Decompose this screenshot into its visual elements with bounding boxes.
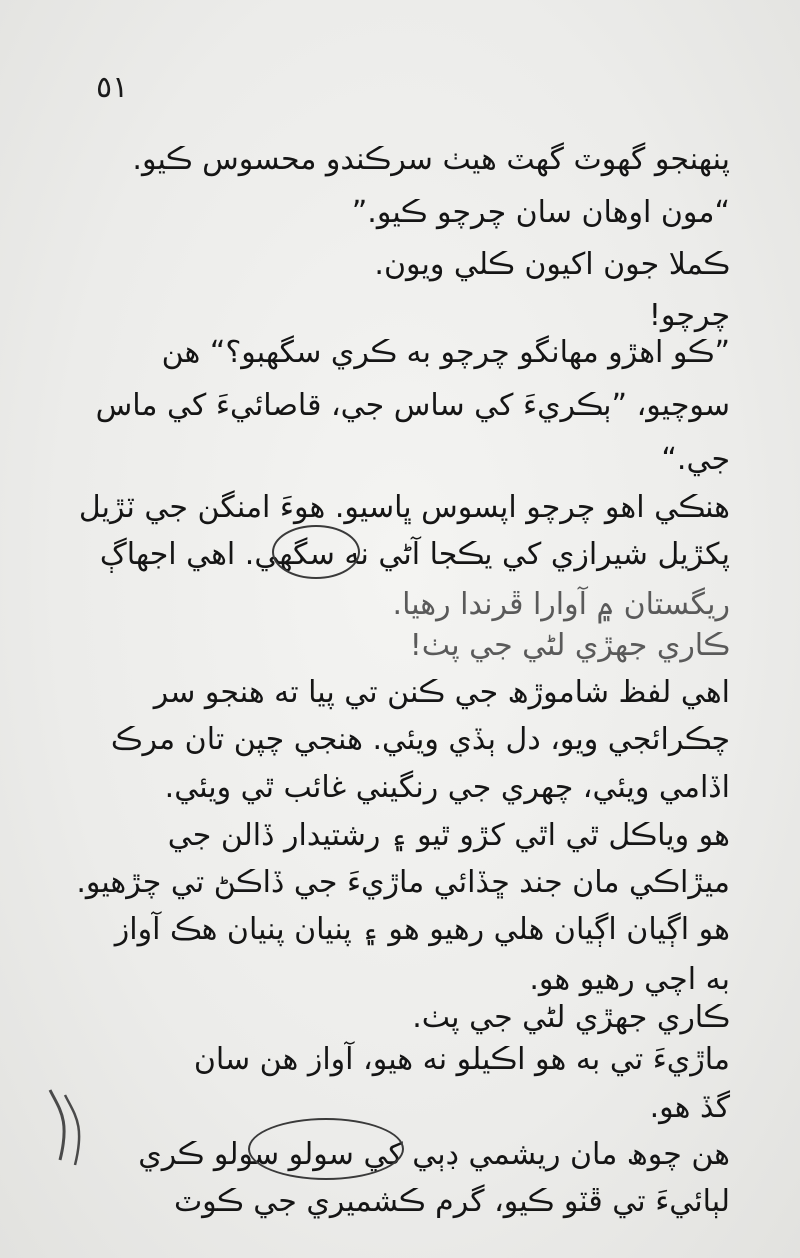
pen-circle-mark bbox=[272, 525, 360, 579]
margin-pen-mark bbox=[40, 1080, 100, 1170]
text-line: چڪرائجي ويو، دل ٻڏي ويئي. ھنجي چپن تان مرڪ bbox=[110, 722, 730, 757]
text-line: ريگستان ۾ آوارا ڦرندا رھيا. bbox=[392, 587, 730, 622]
text-line: جي.“ bbox=[661, 442, 730, 477]
text-line: اڏامي ويئي، چھري جي رنگيني غائب ٿي ويئي. bbox=[164, 770, 730, 805]
text-line: لٻائيءَ تي ڦٽو ڪيو، گرم ڪشميري جي ڪوٽ bbox=[173, 1184, 730, 1219]
text-line: پنھنجو گھوٽ گھٽ ھيٺ سرڪندو محسوس ڪيو. bbox=[132, 142, 730, 177]
text-line: پکڙيل شيرازي کي يڪجا آڻي نه سگھي. اھي اجھاڳ bbox=[99, 537, 730, 572]
text-line: ڪاري جھڙي لڻي جي پٺ. bbox=[412, 1000, 730, 1035]
text-line: ڪملا جون اکيون ڪلي ويون. bbox=[374, 247, 730, 282]
text-line: ھو وياڪل ٿي اٿي کڙو ٿيو ۽ رشتيدار ڏالن جي bbox=[167, 818, 730, 853]
text-line: ھنڪي اھو چرچو اپسوس ڀاسيو. ھوءَ امنگن جي ٽڙيل bbox=[78, 490, 730, 525]
text-line: ڪاري جھڙي لڻي جي پٺ! bbox=[409, 628, 730, 663]
pen-circle-mark bbox=[248, 1118, 404, 1180]
text-line: به اچي رھيو ھو. bbox=[529, 962, 730, 997]
text-line: ”ڪو اھڙو مھانگو چرچو به ڪري سگھبو؟“ ھن bbox=[161, 335, 730, 370]
text-line: ھن چوھ مان ريشمي ڊٻي کي سولو سولو ڪري bbox=[138, 1137, 730, 1172]
text-line: اھي لفظ شاموڙھ جي ڪنن تي پيا ته ھنجو سر bbox=[153, 675, 730, 710]
text-line: گڏ ھو. bbox=[649, 1090, 730, 1125]
text-line: چرچو! bbox=[648, 298, 730, 333]
text-line: سوچيو، ”ٻڪريءَ کي ساس جي، قاصائيءَ کي ماس bbox=[95, 388, 730, 423]
text-line: ھو اڳيان اڳيان ھلي رھيو ھو ۽ پنيان پنيان ھڪ آواز bbox=[114, 912, 730, 947]
text-line: “مون اوھان سان چرچو ڪيو.” bbox=[351, 195, 730, 230]
page-number: ٥١ bbox=[96, 70, 129, 105]
text-line: ماڙيءَ تي به ھو اڪيلو نه ھيو، آواز ھن سان bbox=[193, 1042, 730, 1077]
text-line: ميڙاڪي مان جند ڇڏائي ماڙيءَ جي ڏاڪڻ تي چڙھيو. bbox=[76, 865, 730, 900]
